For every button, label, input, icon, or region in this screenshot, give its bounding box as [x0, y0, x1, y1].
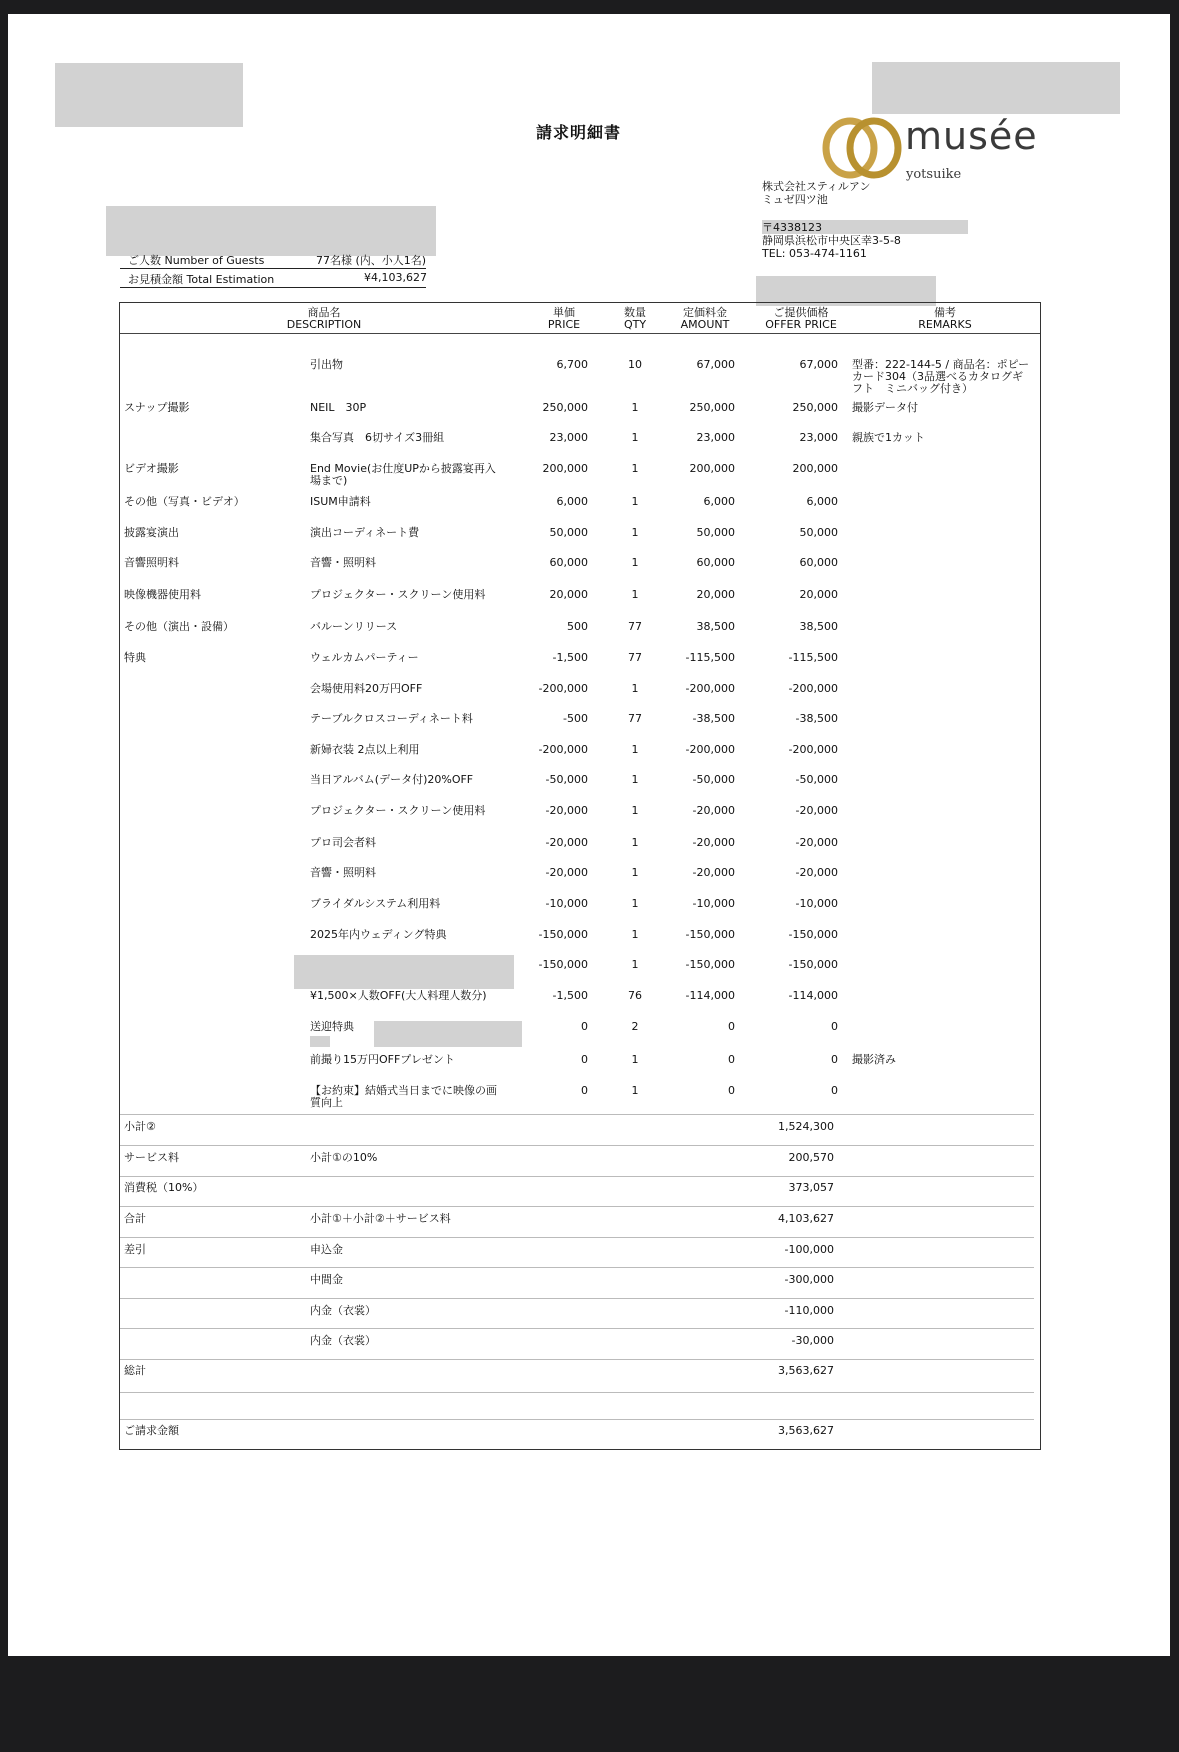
logo-sub: yotsuike: [906, 167, 962, 182]
total-label: 消費税（10%）: [124, 1181, 204, 1194]
guests-label: ご人数 Number of Guests: [128, 254, 265, 267]
row-offer-price: -114,000: [788, 989, 838, 1002]
row-divider: [120, 1328, 1034, 1329]
row-qty: 1: [631, 588, 639, 601]
row-price: -50,000: [545, 773, 588, 786]
row-description: 【お約束】結婚式当日までに映像の画質向上: [310, 1084, 497, 1109]
row-description: 新婦衣装 2点以上利用: [310, 743, 420, 756]
row-amount: 50,000: [696, 526, 735, 539]
row-offer-price: 60,000: [799, 556, 838, 569]
row-amount: -20,000: [692, 804, 735, 817]
total-description: 申込金: [310, 1243, 343, 1256]
row-price: -1,500: [552, 651, 588, 664]
invoice-table: [119, 302, 1041, 1450]
row-qty: 1: [631, 866, 639, 879]
total-description: 中間金: [310, 1273, 343, 1286]
row-description: End Movie(お仕度UPから披露宴再入場まで): [310, 462, 496, 487]
total-value: 3,563,627: [778, 1364, 834, 1377]
row-amount: -38,500: [692, 712, 735, 725]
row-price: 0: [581, 1053, 588, 1066]
phone-number: TEL: 053-474-1161: [762, 247, 867, 260]
row-qty: 76: [628, 989, 642, 1002]
rings-logo-icon: [818, 112, 908, 182]
row-offer-price: -20,000: [795, 836, 838, 849]
row-price: -500: [563, 712, 588, 725]
row-amount: 200,000: [689, 462, 735, 475]
row-qty: 77: [628, 651, 642, 664]
row-remarks: 撮影済み: [852, 1053, 896, 1066]
row-remarks: 撮影データ付: [852, 401, 918, 414]
row-offer-price: -200,000: [788, 743, 838, 756]
row-description: ブライダルシステム利用料: [310, 897, 441, 910]
row-amount: -200,000: [685, 743, 735, 756]
row-description: ウェルカムパーティー: [310, 651, 419, 664]
row-amount: 38,500: [696, 620, 735, 633]
row-amount: -150,000: [685, 958, 735, 971]
row-price: -20,000: [545, 804, 588, 817]
row-amount: -20,000: [692, 866, 735, 879]
row-price: 0: [581, 1084, 588, 1097]
row-qty: 1: [631, 773, 639, 786]
row-price: 6,000: [556, 495, 588, 508]
address-line: 静岡県浜松市中央区幸3-5-8: [762, 234, 901, 247]
row-offer-price: 67,000: [799, 358, 838, 371]
row-category: 特典: [124, 651, 146, 664]
row-category: スナップ撮影: [124, 401, 190, 414]
row-amount: -150,000: [685, 928, 735, 941]
row-offer-price: 20,000: [799, 588, 838, 601]
total-value: 4,103,627: [778, 1212, 834, 1225]
row-remarks: 親族で1カット: [852, 431, 925, 444]
row-amount: 250,000: [689, 401, 735, 414]
company-line: ミュゼ四ツ池: [762, 193, 828, 206]
guests-row: [120, 250, 426, 269]
row-price: 23,000: [549, 431, 588, 444]
total-label: 差引: [124, 1243, 146, 1256]
row-category: 披露宴演出: [124, 526, 179, 539]
row-description: 音響・照明料: [310, 866, 376, 879]
row-description: バルーンリリース: [310, 620, 398, 633]
row-offer-price: -50,000: [795, 773, 838, 786]
row-remarks: 型番：222-144-5 / 商品名：ポピーカード304（3品選べるカタログギフト ミニバッグ付き）: [852, 358, 1030, 395]
row-description: ¥1,500×人数OFF(大人料理人数分): [310, 989, 487, 1002]
row-offer-price: -150,000: [788, 958, 838, 971]
row-qty: 10: [628, 358, 642, 371]
row-qty: 1: [631, 556, 639, 569]
row-category: ビデオ撮影: [124, 462, 179, 475]
redacted-block: [55, 63, 243, 127]
total-value: 373,057: [788, 1181, 834, 1194]
total-description: 小計①＋小計②＋サービス料: [310, 1212, 451, 1225]
row-price: -20,000: [545, 866, 588, 879]
row-offer-price: 38,500: [799, 620, 838, 633]
row-price: 6,700: [556, 358, 588, 371]
row-description: 前撮り15万円OFFプレゼント: [310, 1053, 455, 1066]
row-description: 音響・照明料: [310, 556, 376, 569]
row-qty: 1: [631, 682, 639, 695]
row-price: 20,000: [549, 588, 588, 601]
col-header-offer-price: ご提供価格 OFFER PRICE: [765, 306, 837, 331]
row-amount: 60,000: [696, 556, 735, 569]
col-header-amount: 定価料金 AMOUNT: [680, 306, 730, 331]
row-offer-price: 250,000: [792, 401, 838, 414]
row-qty: 1: [631, 804, 639, 817]
total-value: -300,000: [784, 1273, 834, 1286]
row-amount: 67,000: [696, 358, 735, 371]
company-address: [762, 221, 901, 260]
estimate-row: [120, 269, 426, 288]
row-amount: 20,000: [696, 588, 735, 601]
row-divider: [120, 1114, 1034, 1115]
row-qty: 1: [631, 495, 639, 508]
row-offer-price: -38,500: [795, 712, 838, 725]
row-description: 送迎特典: [310, 1020, 354, 1033]
row-description: 会場使用料20万円OFF: [310, 682, 423, 695]
row-category: その他（演出・設備）: [124, 620, 234, 633]
row-price: 60,000: [549, 556, 588, 569]
row-amount: -115,500: [685, 651, 735, 664]
row-qty: 1: [631, 958, 639, 971]
row-qty: 1: [631, 1084, 639, 1097]
row-category: 映像機器使用料: [124, 588, 201, 601]
row-description: 2025年内ウェディング特典: [310, 928, 447, 941]
col-header-qty: 数量 QTY: [623, 306, 647, 331]
redacted-block: [310, 1036, 330, 1047]
row-offer-price: 200,000: [792, 462, 838, 475]
total-label: サービス料: [124, 1151, 179, 1164]
company-line: 株式会社スティルアン: [762, 180, 871, 193]
row-description: 演出コーディネート費: [310, 526, 420, 539]
row-price: -200,000: [538, 743, 588, 756]
row-price: -1,500: [552, 989, 588, 1002]
row-offer-price: 50,000: [799, 526, 838, 539]
row-price: 0: [581, 1020, 588, 1033]
row-divider: [120, 1206, 1034, 1207]
row-offer-price: -10,000: [795, 897, 838, 910]
row-divider: [120, 1267, 1034, 1268]
row-amount: -20,000: [692, 836, 735, 849]
redacted-block: [294, 955, 514, 989]
row-qty: 77: [628, 712, 642, 725]
total-label: 合計: [124, 1212, 146, 1225]
row-divider: [120, 1359, 1034, 1360]
row-amount: -200,000: [685, 682, 735, 695]
row-divider: [120, 1298, 1034, 1299]
estimate-label: お見積金額 Total Estimation: [128, 273, 275, 286]
total-label: ご請求金額: [124, 1424, 179, 1437]
total-description: 小計①の10%: [310, 1151, 378, 1164]
document-title: 請求明細書: [536, 123, 622, 142]
row-description: 当日アルバム(データ付)20%OFF: [310, 773, 474, 786]
redacted-block: [106, 206, 436, 256]
row-description: 集合写真 6切サイズ3冊組: [310, 431, 445, 444]
row-description: プロ司会者料: [310, 836, 376, 849]
total-value: -110,000: [784, 1304, 834, 1317]
row-amount: 0: [728, 1020, 735, 1033]
row-offer-price: -20,000: [795, 804, 838, 817]
row-qty: 2: [631, 1020, 639, 1033]
row-qty: 1: [631, 1053, 639, 1066]
row-qty: 1: [631, 431, 639, 444]
row-divider: [120, 1145, 1034, 1146]
row-qty: 1: [631, 836, 639, 849]
row-divider: [120, 1419, 1034, 1420]
row-offer-price: -115,500: [788, 651, 838, 664]
logo-word: musée: [905, 114, 1038, 158]
row-price: 200,000: [542, 462, 588, 475]
row-amount: -114,000: [685, 989, 735, 1002]
row-divider: [120, 1392, 1034, 1393]
row-description: ISUM申請料: [310, 495, 371, 508]
row-price: 250,000: [542, 401, 588, 414]
row-offer-price: -20,000: [795, 866, 838, 879]
row-amount: -10,000: [692, 897, 735, 910]
row-offer-price: 6,000: [806, 495, 838, 508]
row-divider: [120, 1237, 1034, 1238]
row-amount: 6,000: [703, 495, 735, 508]
company-name: [762, 180, 870, 206]
row-qty: 77: [628, 620, 642, 633]
row-amount: 0: [728, 1084, 735, 1097]
total-description: 内金（衣裳）: [310, 1334, 376, 1347]
row-description: プロジェクター・スクリーン使用料: [310, 588, 486, 601]
row-divider: [120, 1176, 1034, 1177]
total-label: 小計②: [124, 1120, 156, 1133]
row-category: その他（写真・ビデオ）: [124, 495, 245, 508]
row-amount: -50,000: [692, 773, 735, 786]
row-qty: 1: [631, 462, 639, 475]
row-price: 50,000: [549, 526, 588, 539]
total-value: 1,524,300: [778, 1120, 834, 1133]
row-qty: 1: [631, 526, 639, 539]
row-qty: 1: [631, 743, 639, 756]
row-offer-price: 0: [831, 1053, 838, 1066]
row-description: テーブルクロスコーディネート料: [310, 712, 473, 725]
total-description: 内金（衣裳）: [310, 1304, 376, 1317]
total-value: 200,570: [788, 1151, 834, 1164]
row-offer-price: -200,000: [788, 682, 838, 695]
row-price: -150,000: [538, 958, 588, 971]
row-price: -200,000: [538, 682, 588, 695]
row-description: NEIL 30P: [310, 401, 367, 414]
estimate-value: ¥4,103,627: [364, 271, 427, 284]
row-qty: 1: [631, 401, 639, 414]
row-price: -150,000: [538, 928, 588, 941]
row-amount: 0: [728, 1053, 735, 1066]
col-header-price: 単価 PRICE: [547, 306, 581, 331]
row-description: プロジェクター・スクリーン使用料: [310, 804, 486, 817]
redacted-block: [374, 1021, 522, 1047]
row-offer-price: 0: [831, 1084, 838, 1097]
row-offer-price: 0: [831, 1020, 838, 1033]
col-header-remarks: 備考 REMARKS: [918, 306, 972, 331]
row-qty: 1: [631, 928, 639, 941]
row-price: 500: [567, 620, 588, 633]
guest-summary: [120, 250, 426, 288]
total-value: -30,000: [791, 1334, 834, 1347]
col-header-description: 商品名 DESCRIPTION: [286, 306, 362, 331]
redacted-block: [872, 62, 1120, 114]
total-value: -100,000: [784, 1243, 834, 1256]
total-label: 総計: [124, 1364, 146, 1377]
guests-value: 77名様 (内、小人1名): [316, 254, 427, 267]
row-category: 音響照明料: [124, 556, 179, 569]
row-description: 引出物: [310, 358, 343, 371]
row-price: -20,000: [545, 836, 588, 849]
row-amount: 23,000: [696, 431, 735, 444]
postal-code: 〒4338123: [762, 221, 822, 234]
header-divider: [120, 333, 1040, 334]
row-qty: 1: [631, 897, 639, 910]
row-offer-price: 23,000: [799, 431, 838, 444]
total-value: 3,563,627: [778, 1424, 834, 1437]
row-price: -10,000: [545, 897, 588, 910]
row-offer-price: -150,000: [788, 928, 838, 941]
